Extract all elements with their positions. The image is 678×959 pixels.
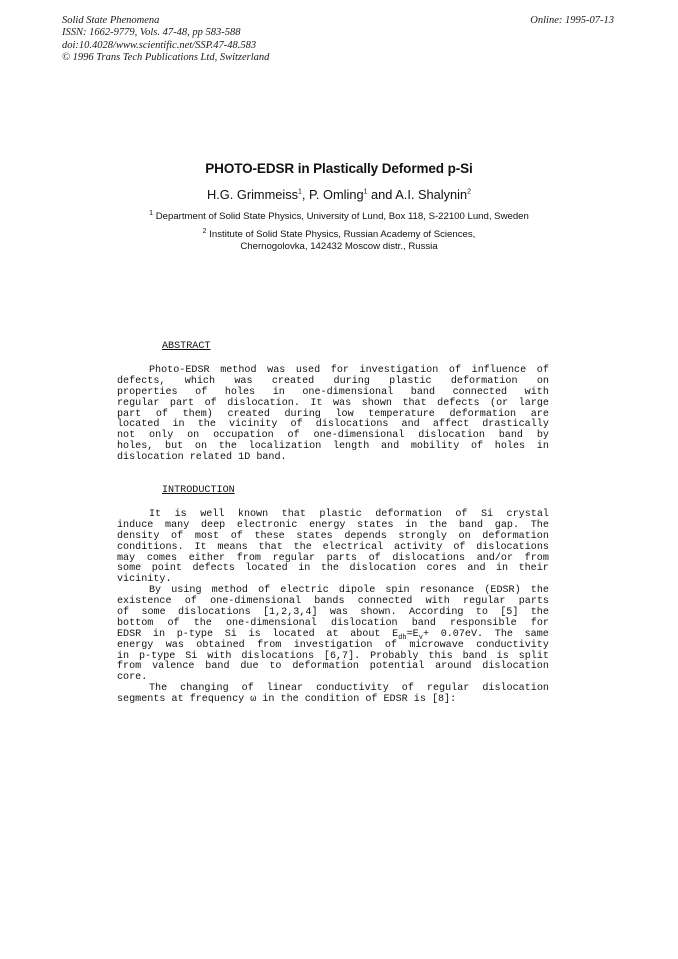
- word: bottom: [117, 617, 154, 629]
- word: deformation: [449, 408, 517, 420]
- word: band: [498, 430, 523, 442]
- word: about: [350, 628, 381, 640]
- journal-doi[interactable]: doi:10.4028/www.scientific.net/SSP.47-48.583: [62, 39, 257, 51]
- word: dislocation: [349, 563, 417, 575]
- word: p-type: [176, 628, 214, 640]
- word: of: [230, 530, 243, 542]
- word: and: [380, 441, 400, 453]
- word: of: [204, 397, 217, 409]
- word: one-dimensional: [313, 430, 405, 442]
- word: to: [475, 607, 488, 619]
- word: large: [518, 397, 549, 409]
- word: $E_{dh}=E_v+$: [392, 628, 430, 642]
- word: conductivity: [316, 683, 389, 695]
- word: segments: [117, 694, 166, 706]
- word: holes: [494, 441, 526, 453]
- word: [6,7].: [323, 650, 361, 662]
- word: [8]:: [431, 694, 457, 706]
- word: one-dimensional: [302, 386, 394, 398]
- word: dislocation.: [227, 397, 300, 409]
- word: with: [207, 650, 232, 662]
- affiliation-line: [0, 241, 678, 253]
- word: temperature: [368, 408, 435, 420]
- word: regular: [463, 596, 506, 608]
- word: by: [536, 430, 549, 442]
- word: may: [117, 552, 136, 564]
- word: of: [195, 386, 208, 398]
- word: of: [470, 441, 484, 453]
- word: the: [193, 617, 212, 629]
- word: energy: [117, 639, 154, 651]
- word: vicinity: [228, 419, 278, 431]
- word: one-dimensional: [225, 617, 317, 629]
- word: core.: [117, 672, 148, 684]
- word: potential: [369, 661, 425, 673]
- word: dislocation: [482, 661, 549, 673]
- abstract-body: [117, 366, 549, 464]
- word: of: [368, 552, 381, 564]
- word: p-type: [139, 650, 176, 662]
- word: crystal: [506, 509, 549, 520]
- word: responsible: [450, 617, 517, 629]
- word: is: [174, 509, 187, 520]
- word: deep: [200, 519, 226, 531]
- word: in: [262, 694, 275, 706]
- word: in: [405, 519, 418, 531]
- word: of: [241, 683, 254, 695]
- word: vicinity.: [117, 574, 172, 586]
- word: band: [462, 650, 487, 662]
- word: localization: [248, 441, 322, 453]
- word: in: [152, 628, 166, 640]
- word: spin: [385, 585, 410, 597]
- word: obtained: [196, 639, 245, 651]
- word: According: [408, 607, 464, 619]
- word: Si: [185, 650, 198, 662]
- word: of: [448, 365, 462, 376]
- word: influence: [471, 365, 527, 376]
- author-affiliation-mark: 1: [298, 188, 302, 196]
- word: holes,: [117, 441, 154, 453]
- word: comes: [146, 552, 178, 564]
- word: that: [258, 541, 283, 553]
- word: conditions.: [117, 541, 184, 553]
- word: was: [267, 365, 286, 376]
- word: located: [272, 628, 315, 640]
- word: band: [205, 661, 230, 673]
- word: at: [171, 694, 184, 706]
- affiliation-text: Institute of Solid State Physics, Russian Academy of Sciences,: [209, 229, 476, 240]
- word: induce: [117, 519, 154, 531]
- word: due: [240, 661, 259, 673]
- word: condition: [304, 694, 360, 706]
- word: with: [524, 386, 549, 398]
- word: only: [149, 430, 174, 442]
- word: investigation: [293, 639, 373, 651]
- word: around: [435, 661, 472, 673]
- word: shown: [361, 397, 392, 409]
- word: that: [402, 397, 427, 409]
- word: but: [165, 441, 184, 453]
- word: EDSR: [117, 628, 142, 640]
- word: one-dimensional: [210, 596, 301, 608]
- word: that: [281, 509, 306, 520]
- word: located: [117, 419, 160, 431]
- affiliation-1: [0, 211, 678, 223]
- word: of: [167, 617, 180, 629]
- author-affiliation-mark: 1: [363, 188, 368, 196]
- word: the: [218, 441, 237, 453]
- word: regular: [272, 552, 316, 564]
- word: is: [413, 694, 426, 706]
- word: dislocation: [330, 617, 398, 629]
- word: the: [197, 419, 216, 431]
- word: investigation: [359, 365, 439, 376]
- word: is: [496, 650, 509, 662]
- word: of: [453, 541, 466, 553]
- word: dislocations: [392, 552, 466, 564]
- word: same: [524, 628, 549, 640]
- word: By: [149, 585, 162, 597]
- word: electronic: [236, 519, 298, 531]
- affiliation-mark: 1: [149, 209, 154, 217]
- word: of: [401, 683, 414, 695]
- word: valence: [152, 661, 195, 673]
- word: in: [272, 386, 285, 398]
- word: from: [524, 552, 549, 564]
- word: [5]: [500, 607, 519, 619]
- word: during: [333, 375, 370, 387]
- word: bands: [314, 596, 345, 608]
- introduction-line: [117, 641, 549, 652]
- affiliation-text: Department of Solid State Physics, University of Lund, Box 118, S-22100 Lund, Sweden: [155, 211, 529, 222]
- word: used: [295, 365, 321, 376]
- affiliation-line: [0, 211, 678, 223]
- word: created: [271, 375, 315, 387]
- word: 0.07eV.: [440, 628, 484, 640]
- paper-title: PHOTO-EDSR in Plastically Deformed p-Si: [205, 161, 473, 176]
- word: defects,: [117, 375, 166, 387]
- word: regular: [117, 397, 160, 409]
- word: of: [155, 408, 168, 420]
- word: existence: [117, 596, 172, 608]
- word: connected: [357, 596, 413, 608]
- word: Si: [224, 628, 237, 640]
- word: was: [333, 397, 352, 409]
- word: The: [530, 519, 549, 531]
- word: changing: [180, 683, 229, 695]
- introduction-body: [117, 510, 549, 706]
- word: the: [429, 519, 448, 531]
- journal-copyright: © 1996 Trans Tech Publications Ltd, Switzerland: [62, 52, 270, 64]
- word: dislocation: [482, 683, 549, 695]
- word: defects: [437, 397, 480, 409]
- word: of: [455, 509, 468, 520]
- word: drastically: [482, 419, 549, 431]
- word: properties: [117, 386, 178, 398]
- word: states: [357, 519, 394, 531]
- word: band: [458, 519, 484, 531]
- word: The: [149, 683, 168, 695]
- word: and/or: [476, 552, 514, 564]
- word: deformation: [292, 661, 359, 673]
- word: was: [234, 375, 253, 387]
- introduction-line: [117, 543, 549, 554]
- affiliation-text: Chernogolovka, 142432 Moscow distr., Russia: [240, 241, 438, 253]
- word: was: [329, 607, 348, 619]
- word: band: [410, 386, 436, 398]
- word: method: [220, 365, 257, 376]
- word: related: [189, 452, 233, 464]
- word: during: [284, 408, 321, 420]
- word: shown.: [360, 607, 397, 619]
- abstract-heading: ABSTRACT: [162, 341, 211, 352]
- word: plastic: [389, 375, 432, 387]
- author-list: [0, 187, 678, 202]
- word: at: [326, 628, 339, 640]
- word: of: [536, 365, 549, 376]
- author-affiliation-mark: 2: [467, 188, 471, 196]
- word: from: [117, 661, 142, 673]
- word: occupation: [213, 430, 274, 442]
- word: and: [467, 563, 486, 575]
- word: their: [518, 563, 549, 575]
- word: on: [536, 375, 549, 387]
- word: for: [330, 365, 349, 376]
- online-date: Online: 1995-07-13: [530, 15, 614, 26]
- introduction-line: [117, 662, 549, 673]
- word: [1,2,3,4]: [262, 607, 318, 619]
- word: dislocations: [241, 650, 315, 662]
- word: of: [290, 419, 303, 431]
- word: from: [257, 639, 282, 651]
- word: cores: [426, 563, 457, 575]
- word: the: [320, 563, 339, 575]
- word: frequency: [189, 694, 245, 706]
- word: in: [117, 650, 130, 662]
- word: and: [401, 419, 420, 431]
- word: energy: [309, 519, 346, 531]
- word: holes: [224, 386, 256, 398]
- word: some: [141, 607, 166, 619]
- author-name: P. Omling: [309, 187, 364, 202]
- word: known: [237, 509, 269, 520]
- word: 1D: [238, 452, 251, 464]
- author-separator: ,: [301, 187, 310, 202]
- word: resonance: [419, 585, 475, 597]
- introduction-heading: INTRODUCTION: [162, 485, 235, 496]
- word: deformation: [375, 509, 442, 520]
- word: EDSR: [383, 694, 408, 706]
- word: gap.: [494, 519, 520, 531]
- word: states: [296, 530, 333, 542]
- word: split: [518, 650, 549, 662]
- word: on: [194, 441, 208, 453]
- introduction-line: [117, 564, 549, 575]
- word: was: [165, 639, 184, 651]
- word: part: [117, 408, 142, 420]
- word: dipole: [338, 585, 376, 597]
- affiliation-line: [0, 229, 678, 241]
- word: of: [171, 530, 184, 542]
- word: dislocations: [315, 419, 389, 431]
- word: not: [117, 430, 136, 442]
- word: conductivity: [476, 639, 549, 651]
- word: band: [411, 617, 436, 629]
- word: deformation: [482, 530, 549, 542]
- word: some: [117, 563, 142, 575]
- word: dislocation: [418, 430, 485, 442]
- word: method: [211, 585, 248, 597]
- journal-header: [62, 15, 269, 65]
- word: them): [182, 408, 213, 420]
- word: parts: [518, 596, 549, 608]
- word: dislocation: [117, 452, 184, 464]
- word: on: [187, 430, 200, 442]
- word: linear: [266, 683, 304, 695]
- word: ω: [250, 694, 257, 706]
- word: the: [293, 541, 312, 553]
- word: It: [194, 541, 207, 553]
- word: in: [172, 419, 185, 431]
- word: this: [428, 650, 453, 662]
- word: the: [530, 607, 549, 619]
- word: the: [280, 694, 299, 706]
- word: strongly: [398, 530, 447, 542]
- word: It: [310, 397, 323, 409]
- word: of: [117, 607, 130, 619]
- introduction-line: [117, 695, 549, 706]
- word: depends: [344, 530, 387, 542]
- word: regular: [426, 683, 470, 695]
- word: means: [217, 541, 248, 553]
- word: dislocations: [177, 607, 251, 619]
- word: the: [530, 585, 549, 597]
- abstract-line: [117, 453, 549, 464]
- word: using: [171, 585, 202, 597]
- journal-issn: ISSN: 1662-9779, Vols. 47-48, pp 583-588: [62, 27, 241, 39]
- word: many: [165, 519, 190, 531]
- word: (or: [490, 397, 509, 409]
- word: electrical: [322, 541, 384, 553]
- word: dislocations: [476, 541, 549, 553]
- word: affect: [432, 419, 470, 431]
- word: point: [151, 563, 182, 575]
- word: of: [365, 694, 378, 706]
- word: activity: [394, 541, 443, 553]
- word: is: [248, 628, 261, 640]
- word: are: [530, 408, 549, 420]
- word: It: [149, 509, 162, 520]
- word: density: [117, 530, 160, 542]
- word: Photo-EDSR: [149, 365, 210, 376]
- word: most: [194, 530, 220, 542]
- word: deformation: [450, 375, 518, 387]
- word: Si: [480, 509, 494, 520]
- word: of: [184, 596, 197, 608]
- word: created: [227, 408, 270, 420]
- word: parts: [326, 552, 357, 564]
- word: of: [384, 639, 397, 651]
- word: band.: [256, 452, 287, 464]
- word: with: [425, 596, 450, 608]
- word: electric: [280, 585, 329, 597]
- word: The: [494, 628, 513, 640]
- author-name: H.G. Grimmeiss: [207, 187, 298, 202]
- word: plastic: [319, 509, 362, 520]
- word: Probably: [370, 650, 419, 662]
- word: defects: [192, 563, 235, 575]
- author-separator: and: [367, 187, 396, 202]
- word: well: [200, 509, 225, 520]
- abstract-line: [117, 399, 549, 410]
- affiliation-2: [0, 229, 678, 253]
- word: part: [169, 397, 195, 409]
- word: on: [458, 530, 471, 542]
- word: of: [287, 430, 300, 442]
- word: mobility: [410, 441, 460, 453]
- word: connected: [452, 386, 508, 398]
- word: low: [335, 408, 354, 420]
- word: to: [269, 661, 282, 673]
- word: of: [258, 585, 271, 597]
- author-name: A.I. Shalynin: [395, 187, 468, 202]
- word: microwave: [409, 639, 464, 651]
- word: length: [332, 441, 370, 453]
- word: in: [495, 563, 509, 575]
- word: (EDSR): [484, 585, 521, 597]
- word: for: [530, 617, 549, 629]
- journal-name: Solid State Phenomena: [62, 15, 160, 26]
- word: in: [536, 441, 549, 453]
- word: either: [188, 552, 226, 564]
- word: located: [245, 563, 288, 575]
- word: which: [184, 375, 216, 387]
- affiliation-mark: 2: [202, 227, 207, 235]
- word: in: [298, 563, 311, 575]
- word: these: [254, 530, 285, 542]
- word: from: [236, 552, 261, 564]
